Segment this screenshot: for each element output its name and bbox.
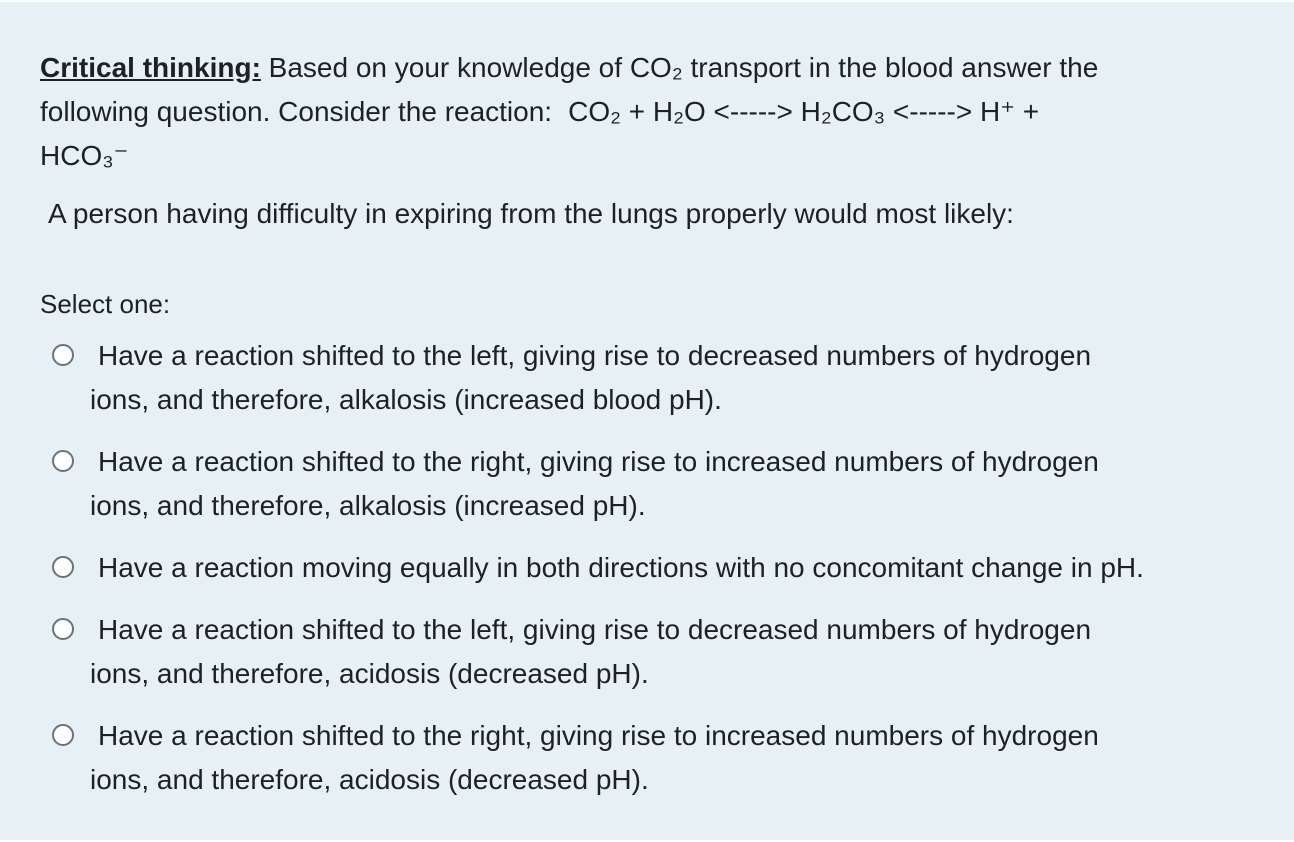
question-panel xyxy=(0,2,1294,840)
option-text-line-1: Have a reaction shifted to the left, giving rise to decreased numbers of hydrogen xyxy=(98,340,1092,371)
radio-button[interactable] xyxy=(52,618,74,640)
option-text-line-2: ions, and therefore, acidosis (decreased pH). xyxy=(90,658,649,689)
option-text-line-2: ions, and therefore, alkalosis (increased blood pH). xyxy=(90,384,722,415)
radio-button[interactable] xyxy=(52,450,74,472)
option-text-line-1: Have a reaction shifted to the left, giving rise to decreased numbers of hydrogen xyxy=(98,614,1092,645)
question-prompt: A person having difficulty in expiring from the lungs properly would most likely: xyxy=(48,198,1014,229)
select-one-label: Select one: xyxy=(40,289,171,319)
critical-thinking-label: Critical thinking: xyxy=(40,52,261,83)
radio-button[interactable] xyxy=(52,556,74,578)
bicarbonate-formula: HCO₃⁻ xyxy=(40,140,129,171)
radio-button[interactable] xyxy=(52,344,74,366)
question-line-2 xyxy=(40,90,1260,134)
question-text xyxy=(40,46,1260,178)
question-line-1-text: Based on your knowledge of CO₂ transport in the blood answer the xyxy=(260,52,1099,83)
option-text-line-1: Have a reaction moving equally in both directions with no concomitant change in pH. xyxy=(98,552,1144,583)
option-text-line-1: Have a reaction shifted to the right, giving rise to increased numbers of hydrogen xyxy=(98,720,1099,751)
option-text-line-2: ions, and therefore, acidosis (decreased pH). xyxy=(90,764,649,795)
radio-button[interactable] xyxy=(52,724,74,746)
question-line-3 xyxy=(40,134,1260,178)
option-text-line-1: Have a reaction shifted to the right, giving rise to increased numbers of hydrogen xyxy=(98,446,1099,477)
option-text-line-2: ions, and therefore, alkalosis (increased pH). xyxy=(90,490,646,521)
reaction-equation: CO₂ + H₂O <-----> H₂CO₃ <-----> H⁺ + xyxy=(568,96,1040,127)
question-line-2-text: following question. Consider the reaction: xyxy=(40,96,553,127)
question-line-1 xyxy=(40,46,1260,90)
